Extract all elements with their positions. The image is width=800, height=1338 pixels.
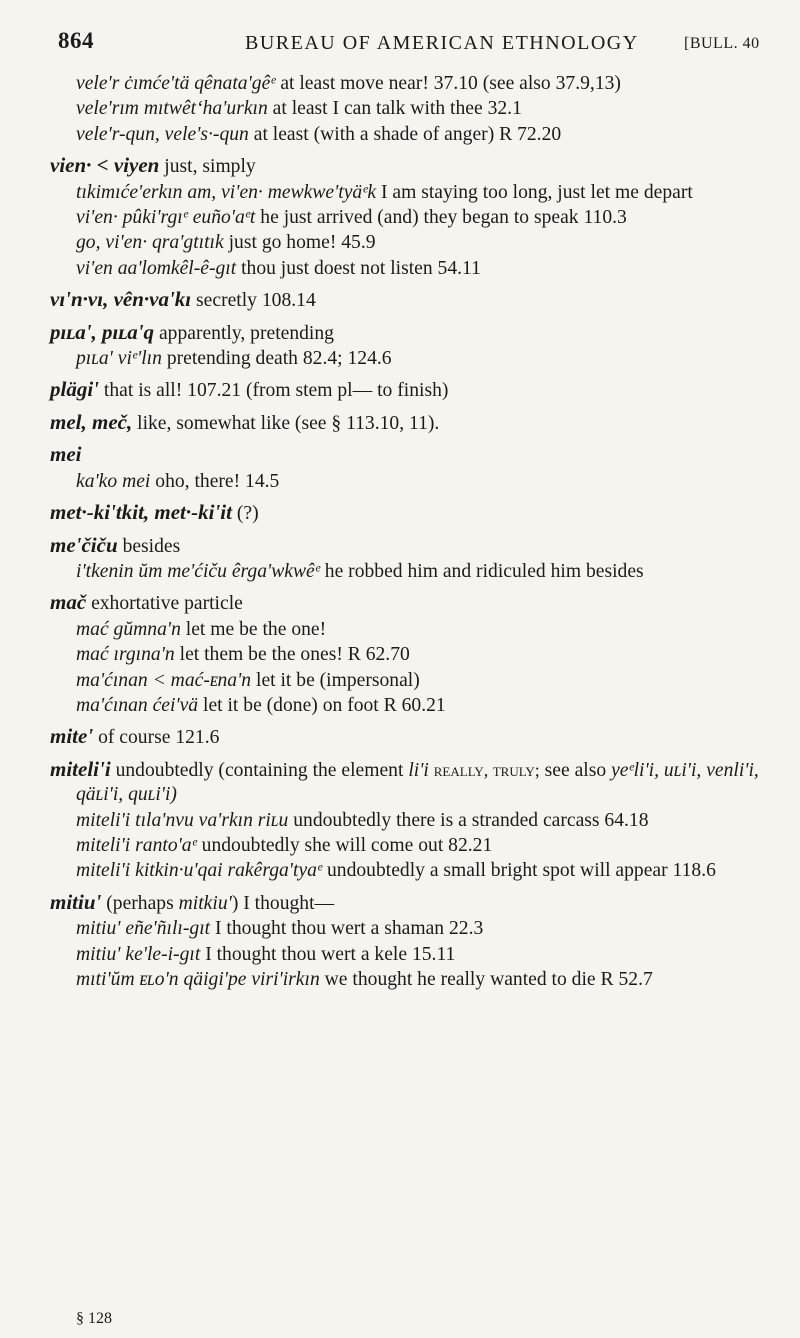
example-line	[76, 968, 772, 992]
running-title: BUREAU OF AMERICAN ETHNOLOGY	[245, 32, 639, 54]
example-native: mıti'ŭm ᴇʟo'n qäigi'pe viri'irkın	[76, 969, 320, 990]
example-line	[76, 123, 772, 147]
example-line	[76, 917, 772, 941]
entry-definition-smallcaps: really, truly;	[433, 759, 540, 780]
example-line	[76, 181, 772, 205]
entry-headword: mač	[50, 590, 87, 615]
entry-headline	[50, 890, 772, 916]
entry-definition-element: mitkiu'	[178, 892, 232, 914]
dictionary-entry	[50, 889, 772, 993]
example-native: tıkimıće'erkın am, vi'en· mewkwe'tyäᵉk	[76, 181, 377, 203]
example-native: ka'ko mei	[76, 470, 151, 492]
example-gloss: just go home! 45.9	[228, 232, 376, 254]
example-line	[76, 231, 772, 255]
entry-headword: mitiu'	[50, 889, 102, 914]
example-gloss: oho, there! 14.5	[155, 470, 280, 492]
example-gloss: he robbed him and ridiculed him besides	[324, 560, 644, 582]
running-reference: [BULL. 40	[684, 35, 760, 52]
entry-definition: like, somewhat like (see § 113.10, 11).	[137, 412, 440, 434]
example-line	[76, 97, 772, 121]
dictionary-entry	[50, 319, 772, 372]
entry-headline	[50, 442, 772, 468]
example-line	[76, 560, 772, 584]
example-gloss: we thought he really wanted to die R 52.7	[324, 969, 653, 990]
dictionary-entry	[50, 287, 772, 313]
entry-headline	[50, 377, 772, 403]
example-native: ma'ćınan ćei'vä	[76, 694, 199, 716]
entry-headline	[50, 287, 772, 313]
dictionary-entry	[50, 153, 772, 281]
example-gloss: let them be the ones! R 62.70	[179, 644, 410, 666]
example-native: mać ırgına'n	[76, 644, 175, 666]
example-gloss: he just arrived (and) they began to speak 110.3	[260, 207, 627, 229]
entry-headline	[50, 410, 772, 436]
example-native: vi'en aa'lomkêl-ê-gıt	[76, 257, 237, 279]
entry-definition-rest: ) I thought—	[231, 892, 335, 914]
example-line	[76, 257, 772, 281]
entry-definition-element: li'i	[408, 759, 429, 781]
example-gloss: let it be (done) on foot R 60.21	[203, 694, 446, 716]
entry-definition: besides	[122, 535, 181, 557]
example-gloss: let me be the one!	[185, 618, 327, 640]
example-native: i'tkenin ŭm me'ćiču êrga'wkwêᵉ	[76, 560, 320, 582]
example-gloss: pretending death 82.4; 124.6	[166, 348, 392, 370]
example-native: pıʟa' viᵉ'lın	[76, 348, 162, 370]
entry-definition: just, simply	[164, 156, 256, 178]
dictionary-entry	[76, 72, 772, 147]
entry-headline	[50, 320, 772, 346]
example-native: miteli'i kitkin·u'qai rakêrga'tyaᵉ	[76, 860, 323, 882]
entry-definition: (?)	[236, 503, 259, 525]
example-gloss: undoubtedly there is a stranded carcass 64.18	[293, 809, 649, 831]
example-gloss: I thought thou wert a shaman 22.3	[215, 918, 484, 940]
example-line	[76, 643, 772, 667]
example-gloss: thou just doest not listen 54.11	[241, 257, 481, 279]
example-native: mitiu' eñe'ñılı-gıt	[76, 918, 211, 940]
dictionary-entry	[50, 724, 772, 750]
example-gloss: undoubtedly she will come out 82.21	[201, 834, 493, 856]
dictionary-content	[50, 72, 772, 998]
example-line	[76, 470, 772, 494]
dictionary-entry	[50, 377, 772, 403]
entry-headword: vien· < viyen	[50, 153, 160, 178]
example-line	[76, 206, 772, 230]
entry-headword: plägi'	[50, 377, 100, 402]
entry-headword: vı'n·vı, vên·va'kı	[50, 287, 192, 312]
example-native: ma'ćınan < mać-ᴇna'n	[76, 669, 252, 691]
example-gloss: let it be (impersonal)	[256, 669, 420, 691]
dictionary-entry	[50, 442, 772, 494]
entry-headword: miteli'i	[50, 756, 111, 781]
entry-definition: undoubtedly (containing the element	[115, 759, 404, 781]
example-line	[76, 669, 772, 693]
example-native: vele'r ċımće'tä qênata'gêᵉ	[76, 73, 276, 94]
example-native: vele'r-qun, vele's·-qun	[76, 123, 249, 145]
dictionary-entry	[50, 500, 772, 526]
entry-headline	[50, 533, 772, 559]
entry-headline	[50, 724, 772, 750]
dictionary-entry	[50, 532, 772, 585]
example-line	[76, 694, 772, 718]
entry-headword: mite'	[50, 724, 94, 749]
example-native: vele'rım mıtwêt‘ha'urkın	[76, 98, 268, 120]
entry-definition: secretly 108.14	[196, 290, 316, 312]
dictionary-entry	[50, 756, 772, 884]
example-line	[76, 618, 772, 642]
dictionary-entry	[50, 409, 772, 436]
example-native: miteli'i tıla'nvu va'rkın riʟu	[76, 809, 289, 831]
example-gloss: at least I can talk with thee 32.1	[272, 98, 522, 120]
example-gloss: at least (with a shade of anger) R 72.20	[253, 123, 562, 145]
example-gloss: I am staying too long, just let me depart	[380, 181, 693, 203]
example-line	[76, 834, 772, 858]
example-gloss: undoubtedly a small bright spot will appear 118.6	[326, 860, 716, 882]
entry-definition: exhortative particle	[91, 593, 243, 615]
entry-headword: mei	[50, 442, 82, 467]
example-native: mać gŭmna'n	[76, 618, 181, 640]
example-native: go, vi'en· qra'gtıtık	[76, 232, 224, 254]
example-line	[76, 809, 772, 833]
example-gloss: I thought thou wert a kele 15.11	[205, 943, 456, 965]
example-line	[76, 72, 772, 96]
entry-headword: mel, meč,	[50, 409, 133, 434]
entry-definition: apparently, pretending	[158, 322, 334, 344]
section-footnote: § 128	[76, 1310, 112, 1327]
entry-headword: me'čiču	[50, 532, 118, 557]
entry-headline	[50, 500, 772, 526]
entry-headline	[50, 590, 772, 616]
page-number: 864	[58, 28, 94, 53]
example-native: mitiu' ke'le-i-gıt	[76, 943, 201, 965]
entry-headline	[50, 757, 772, 808]
dictionary-entry	[50, 590, 772, 718]
example-native: miteli'i ranto'aᵉ	[76, 834, 197, 856]
example-line	[76, 943, 772, 967]
example-gloss: at least move near! 37.10 (see also 37.9,13)	[280, 73, 621, 94]
entry-definition-see: see also	[544, 759, 607, 781]
entry-definition: (perhaps	[106, 892, 174, 914]
entry-definition: of course 121.6	[98, 727, 220, 749]
entry-definition: that is all! 107.21 (from stem pl— to finish)	[103, 380, 449, 402]
example-line	[76, 347, 772, 371]
page-header	[0, 28, 800, 64]
entry-headword: pıʟa', pıʟa'q	[50, 319, 155, 344]
entry-headline	[50, 153, 772, 179]
entry-definition-list: yeᵉli'i, uʟi'i, venli'i, qäʟi'i, quʟi'i)	[76, 759, 759, 806]
entry-headword: met·-ki'tkit, met·-ki'it	[50, 500, 232, 525]
example-native: vi'en· pûki'rgıᵉ euño'aᵉt	[76, 207, 256, 229]
example-line	[76, 859, 772, 883]
